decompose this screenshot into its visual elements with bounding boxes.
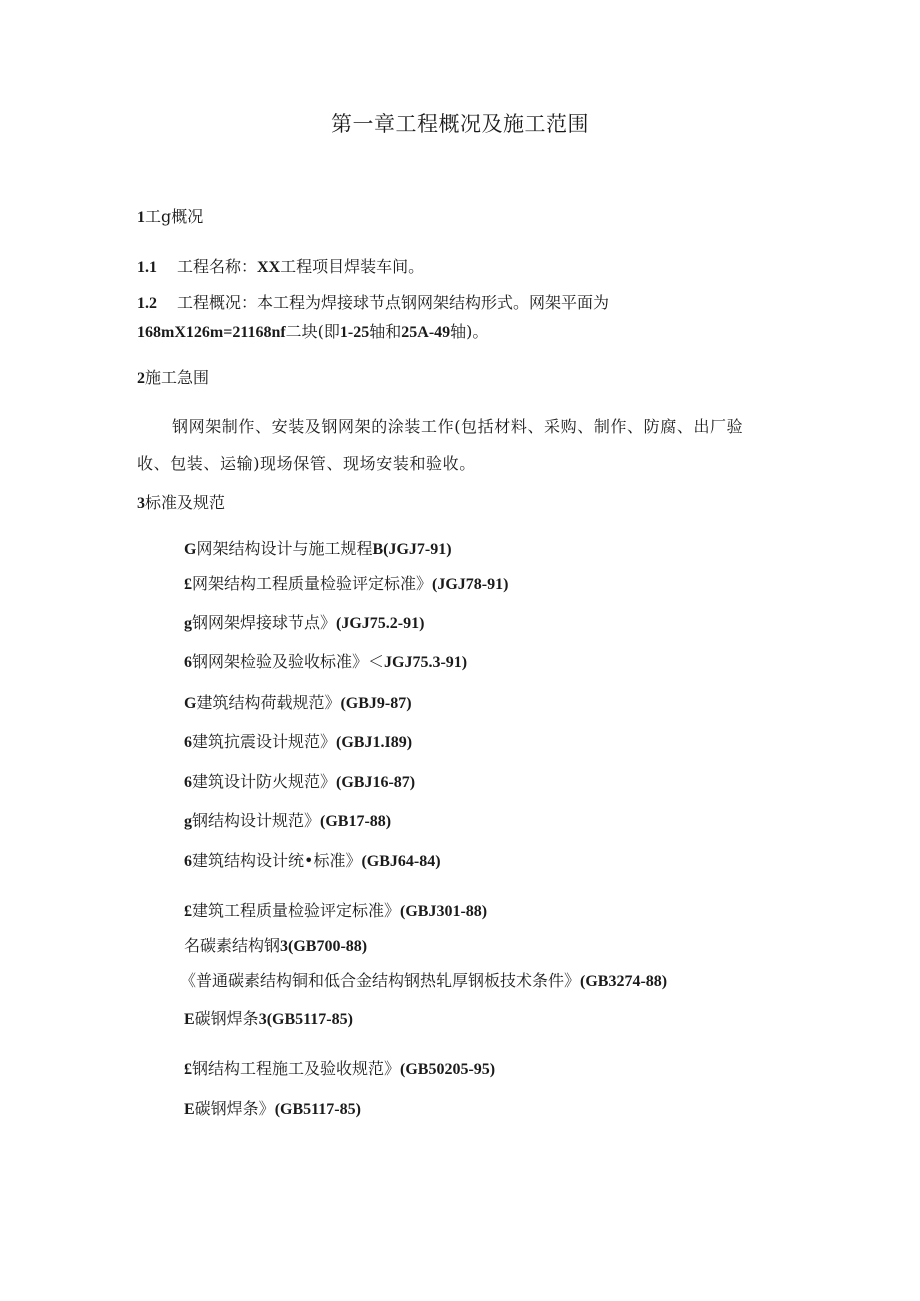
section-2-title: 施工急围: [145, 368, 210, 387]
section-2-number: 2: [137, 370, 145, 387]
standard-item: G网架结构设计与施工规程B(JGJ7-91): [184, 539, 452, 558]
standard-item: 《普通碳素结构铜和低合金结构钢热轧厚钢板技术条件》(GB3274-88): [180, 971, 668, 990]
item-1-2-text-e: 轴)。: [450, 322, 489, 341]
standard-item: £网架结构工程质量检验评定标准》(JGJ78-91): [184, 574, 509, 593]
standard-item: 名碳素结构钢3(GB700-88): [184, 936, 368, 955]
axis-range-2: 25A-49: [401, 324, 451, 341]
item-1-1: [137, 254, 424, 277]
axis-range-1: 1-25: [339, 324, 370, 341]
section-2-paragraph-line2: 收、包装、运输)现场保管、现场安装和验收。: [137, 454, 476, 473]
item-1-1-label: 工程名称：: [177, 257, 258, 276]
section-3-number: 3: [137, 495, 145, 512]
standard-item: £钢结构工程施工及验收规范》(GB50205-95): [184, 1059, 496, 1078]
standard-item: E碳钢焊条》(GB5117-85): [184, 1099, 361, 1118]
area-value: 168mX126m=21168nf: [137, 324, 286, 341]
item-1-2: [137, 290, 609, 313]
item-1-2-line2: [137, 319, 488, 342]
section-2-paragraph-line1: 钢网架制作、安装及钢网架的涂装工作(包括材料、采购、制作、防腐、出厂验: [172, 417, 744, 436]
standard-item: 6建筑结构设计统•标准》(GBJ64-84): [184, 851, 441, 870]
item-1-1-text: 工程项目焊装车间。: [280, 257, 425, 276]
section-2-heading: [137, 365, 209, 388]
item-1-2-text: 工程概况：本工程为焊接球节点钢网架结构形式。网架平面为: [177, 293, 610, 312]
standard-item: G建筑结构荷载规范》(GBJ9-87): [184, 693, 412, 712]
standard-item: £建筑工程质量检验评定标准》(GBJ301-88): [184, 901, 488, 920]
standard-item: 6钢网架检验及验收标准》＜JGJ75.3-91): [184, 652, 468, 671]
section-1-heading: [137, 204, 203, 227]
section-3-title: 标准及规范: [145, 493, 226, 512]
item-1-2-number: 1.2: [137, 295, 157, 312]
item-1-1-bold: XX: [257, 259, 281, 276]
page-title: 第一章工程概况及施工范围: [331, 112, 589, 136]
section-1-number: 1: [137, 209, 145, 226]
standard-item: E碳钢焊条3(GB5117-85): [184, 1009, 353, 1028]
standard-item: g钢结构设计规范》(GB17-88): [184, 811, 392, 830]
item-1-2-text-c: 轴和: [369, 322, 402, 341]
standard-item: g钢网架焊接球节点》(JGJ75.2-91): [184, 613, 425, 632]
section-1-title: 工g概况: [145, 207, 204, 226]
item-1-1-number: 1.1: [137, 259, 157, 276]
standard-item: 6建筑设计防火规范》(GBJ16-87): [184, 772, 416, 791]
section-3-heading: [137, 490, 225, 513]
item-1-2-text-a: 二块(即: [285, 322, 340, 341]
standard-item: 6建筑抗震设计规范》(GBJ1.I89): [184, 732, 413, 751]
